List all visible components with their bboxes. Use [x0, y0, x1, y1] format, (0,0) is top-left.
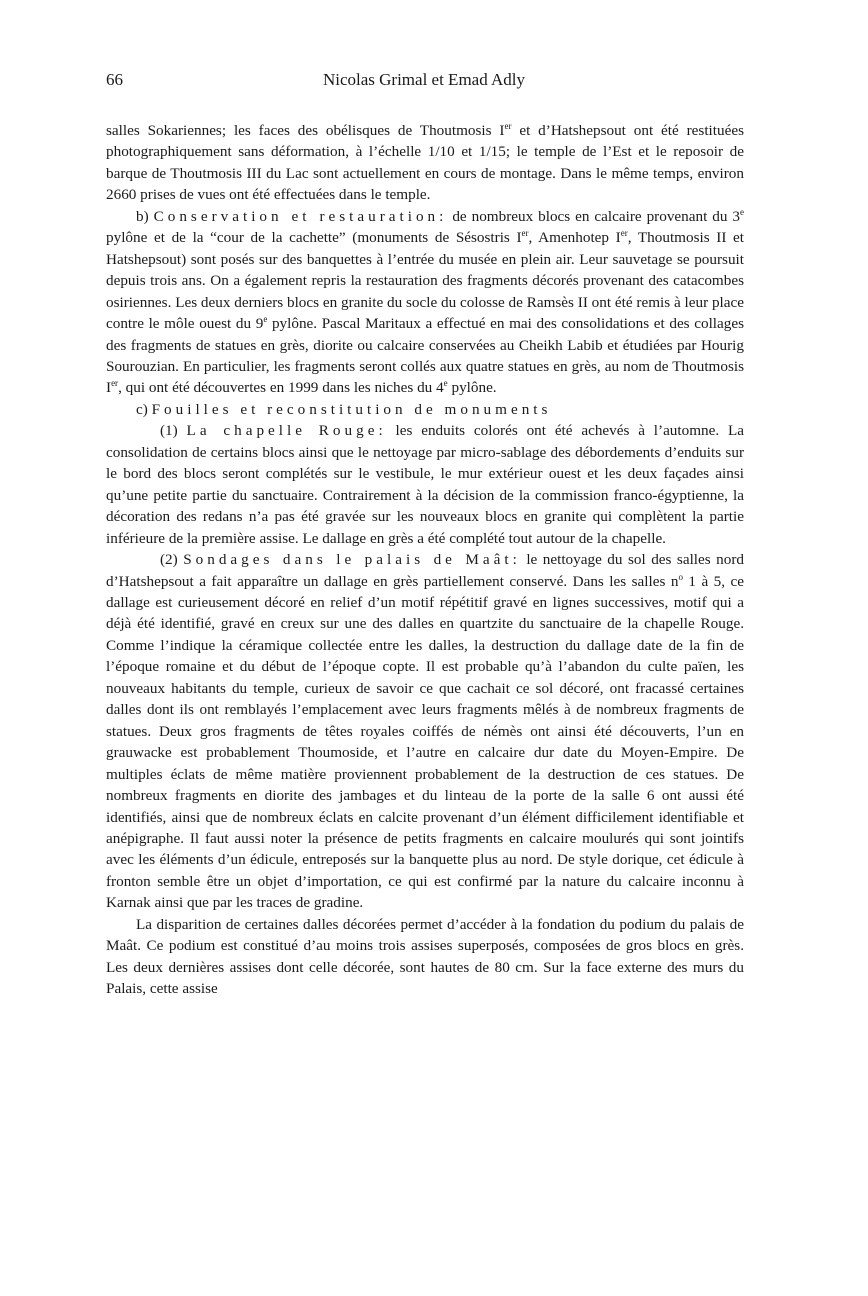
- subheading-palais-maat: Sondages dans le palais de Maât:: [183, 551, 521, 569]
- page-header: [106, 70, 742, 94]
- paragraph-conservation: b) Conservation et restauration: de nombreux blocs en calcaire provenant du 3e pylône et de la “cour de la cachette” (monuments de Sésostris Ier, Amenhotep Ier, Thoutmosis II et Hatshepsout) sont posés sur des banquettes à l’entrée du musée en plein air. Leur sauvetage se poursuit depuis trois ans. On a également repris la restauration des fragments décorés provenant des catacombes osiriennes. Les deux derniers blocs en granite du socle du colosse de Ramsès II ont été remis à leur place contre le môle ouest du 9e pylône. Pascal Maritaux a effectué en mai des consolidations et des collages des fragments de statues en grès, diorite ou calcaire conservées au Cheikh Labib et étudiées par Hourig Sourouzian. En particulier, les fragments seront collés aux quatre statues en grès, au nom de Thoutmosis Ier, qui ont été découvertes en 1999 dans les niches du 4e pylône.: [106, 206, 744, 397]
- running-head: Nicolas Grimal et Emad Adly: [322, 70, 526, 89]
- paragraph-podium: La disparition de certaines dalles décorées permet d’accéder à la fondation du podium du palais de Maât. Ce podium est constitué d’au moins trois assises superposés, composées de gros blocs en grès. Les deux dernières assises dont celle décorée, sont hautes de 80 cm. Sur la face externe des murs du Palais, cette assise: [106, 915, 744, 998]
- page-number: 66: [106, 70, 123, 89]
- body-text: [106, 120, 744, 1000]
- paragraph-1: salles Sokariennes; les faces des obélisques de Thoutmosis Ier et d’Hatshepsout ont été restituées photographiquement sans déformation, à l’échelle 1/10 et 1/15; le temple de l’Est et le reposoir de barque de Thoutmosis III du Lac sont actuellement en cours de montage. Dans le même temps, environ 2660 prises de vues ont été effectuées dans le temple.: [106, 121, 744, 204]
- section-heading-conservation: Conservation et restauration:: [153, 207, 448, 225]
- paragraph-chapelle-rouge: (1) La chapelle Rouge: les enduits colorés ont été achevés à l’automne. La consolidation de certains blocs ainsi que le nettoyage par micro-sablage des débordements d’enduits sur le bord des blocs seront complétés sur le vestibule, le mur extérieur ouest et les deux façades ainsi qu’une petite partie du sanctuaire. Contrairement à la décision de la commission franco-égyptienne, la décoration des redans n’a pas été gravée sur les nouveaux blocs en granite qui complètent la partie inférieure de la première assise. Le dallage en grès a été complété tout autour de la chapelle.: [106, 422, 745, 547]
- subheading-chapelle-rouge: La chapelle Rouge:: [186, 422, 387, 440]
- paragraph-palais-maat: (2) Sondages dans le palais de Maât: le nettoyage du sol des salles nord d’Hatshepsout a fait apparaître un dallage en grès partiellement conservé. Dans les salles $n^o$ 1 à 5, ce dallage est curieusement décoré en relief d’un motif répétitif gravé en lignes successives, motif qui a déjà été identifié, gravé en creux sur une des dalles en quartzite du sanctuaire de la chapelle Rouge. Comme l’indique la céramique collectée entre les dalles, la destruction du dallage date de la fin de l’époque romaine et du début de l’époque copte. Il est probable qu’à l’abandon du culte païen, les nouveaux habitants du temple, curieux de savoir ce que cachait ce sol décoré, ont fracassé certaines dalles dont ils ont remblayés l’emplacement avec leurs fragments mêlés à de nombreux fragments de statues. Deux gros fragments de têtes royales coiffés de némès ont ainsi été découverts, l’un en grauwacke est probablement Thoumoside, et l’autre en calcaire dur date du Moyen-Empire. De multiples éclats de même matière proviennent probablement de la destruction de ces statues. De nombreux fragments en diorite des jambages et du linteau de la porte de la salle 6 ont aussi été identifiés, ainsi que de nombreux éclats en calcite provenant d’un élément difficilement identifiable et anépigraphe. Il faut aussi noter la présence de petits fragments en calcaire moulurés qui sont jointifs avec les éléments d’un édicule, entreposés sur la banquette plus au nord. De style dorique, cet édicule à fronton semble être un objet d’importation, ce qui est confirmé par la nature du calcaire inconnu à Karnak ainsi que par les traces de gradine.: [106, 551, 744, 912]
- paragraph-fouilles-heading: c) Fouilles et reconstitution de monuments: [136, 400, 552, 418]
- section-heading-fouilles: Fouilles et reconstitution de monuments: [151, 400, 552, 418]
